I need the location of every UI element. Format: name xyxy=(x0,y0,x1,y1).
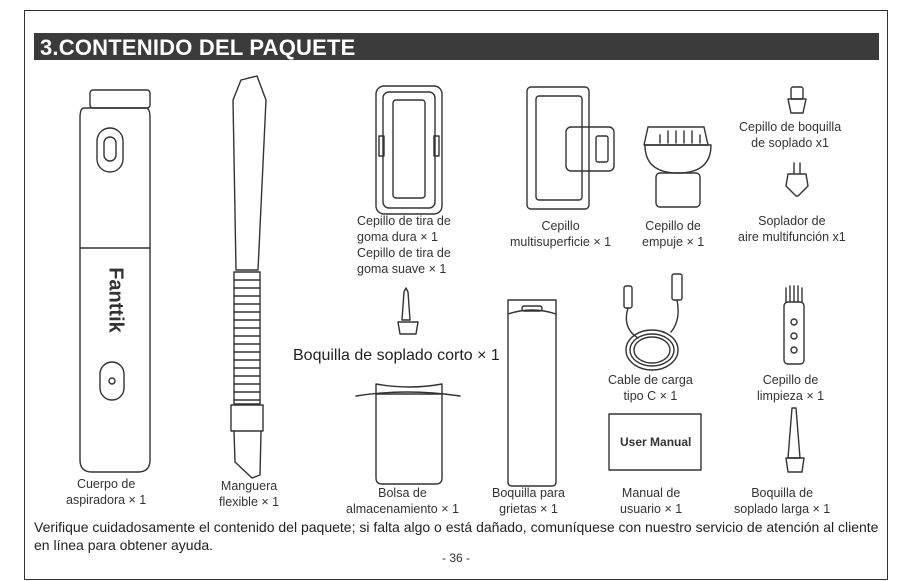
label-long-nozzle: Boquilla de soplado larga × 1 xyxy=(734,486,831,516)
label-push-brush: Cepillo de empuje × 1 xyxy=(642,219,705,249)
label-storage-bag: Bolsa de almacenamiento × 1 xyxy=(346,486,459,516)
long-nozzle-illustration xyxy=(786,408,804,472)
section-title: 3.CONTENIDO DEL PAQUETE xyxy=(40,35,356,60)
page-number: - 36 - xyxy=(441,551,470,565)
multi-surface-brush-illustration xyxy=(527,87,614,209)
package-note: Verifique cuidadosamente el contenido del paquete; si falta algo o está dañado, comuníquese con nuestro servicio de atención al cliente en línea para obtener ayuda. xyxy=(34,519,879,553)
nozzle-brush-illustration xyxy=(788,87,806,113)
user-manual-cover-text: User Manual xyxy=(620,435,692,449)
label-charging-cable: Cable de carga tipo C × 1 xyxy=(608,373,693,403)
crevice-nozzle-illustration xyxy=(508,300,556,486)
label-multi-blower: Soplador de aire multifunción x1 xyxy=(738,214,846,244)
label-rubber-strip-brush: Cepillo de tira de goma dura × 1 Cepillo de tira de goma suave × 1 xyxy=(357,214,451,276)
label-nozzle-brush: Cepillo de boquilla de soplado x1 xyxy=(739,120,842,150)
push-brush-illustration xyxy=(644,127,711,207)
brand-logo: Fanttik xyxy=(104,267,127,333)
label-short-nozzle: Boquilla de soplado corto × 1 xyxy=(293,347,500,364)
flexible-hose-illustration xyxy=(231,76,266,478)
label-user-manual: Manual de usuario × 1 xyxy=(620,486,683,516)
label-multi-surface-brush: Cepillo multisuperficie × 1 xyxy=(510,219,612,249)
label-crevice-nozzle: Boquilla para grietas × 1 xyxy=(492,486,565,516)
label-cleaning-brush: Cepillo de limpieza × 1 xyxy=(757,373,825,403)
multi-blower-illustration xyxy=(786,163,808,196)
label-vacuum-body: Cuerpo de aspiradora × 1 xyxy=(66,477,147,507)
storage-bag-illustration xyxy=(356,384,460,484)
short-nozzle-illustration xyxy=(398,288,418,334)
rubber-strip-brush-illustration xyxy=(376,86,442,214)
charging-cable-illustration xyxy=(624,274,682,370)
label-flexible-hose: Manguera flexible × 1 xyxy=(219,479,280,509)
cleaning-brush-illustration xyxy=(784,286,804,364)
